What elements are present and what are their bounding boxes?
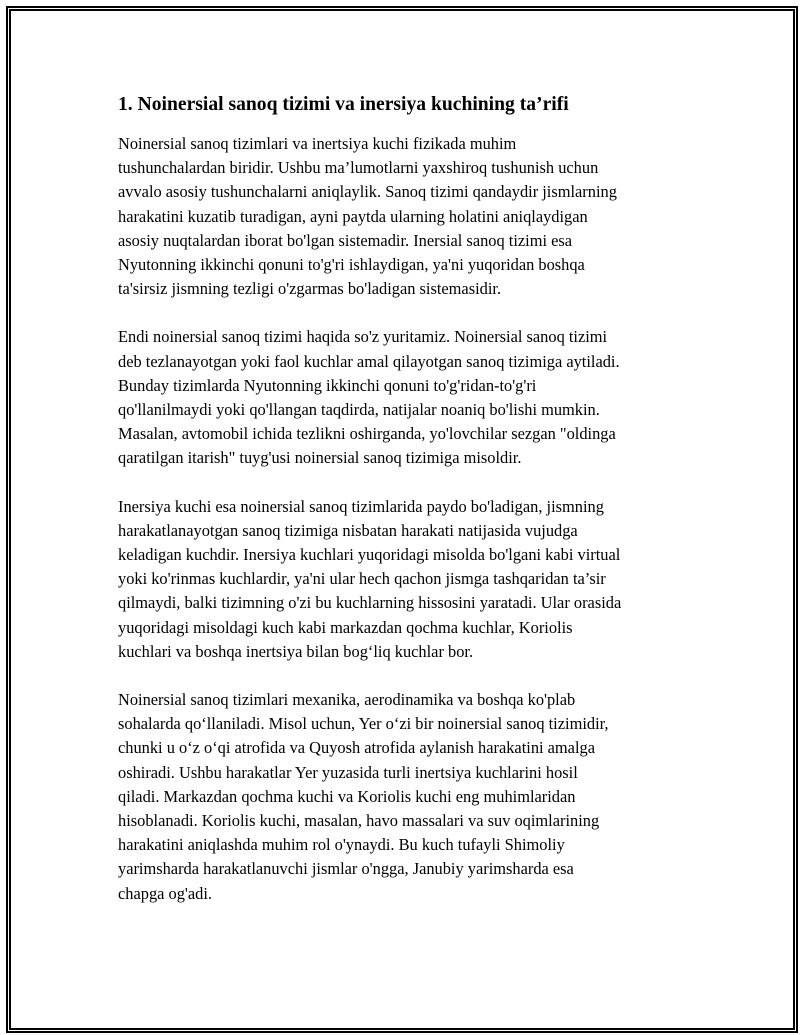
paragraph-line: qo'llanilmaydi yoki qo'llangan taqdirda, natijalar noaniq bo'lishi mumkin. — [118, 400, 600, 420]
paragraph-line: asosiy nuqtalardan iborat bo'lgan sistemadir. Inersial sanoq tizimi esa — [118, 230, 573, 250]
paragraph-line: yarimsharda harakatlanuvchi jismlar o'ngga, Janubiy yarimsharda esa — [118, 859, 574, 879]
section-heading: 1. Noinersial sanoq tizimi va inersiya kuchining ta’rifi — [118, 94, 569, 115]
paragraph-line: harakatlanayotgan sanoq tizimiga nisbatan harakati natijasida vujudga — [118, 520, 578, 540]
paragraph-line: oshiradi. Ushbu harakatlar Yer yuzasida turli inertsiya kuchlarini hosil — [118, 762, 578, 782]
paragraph-line: Bunday tizimlarda Nyutonning ikkinchi qonuni to'g'ridan-to'g'ri — [118, 375, 537, 395]
paragraph-line: keladigan kuchdir. Inersiya kuchlari yuqoridagi misolda bo'lgani kabi virtual — [118, 545, 621, 565]
document-body — [118, 92, 698, 930]
paragraph-line: hisoblanadi. Koriolis kuchi, masalan, havo massalari va suv oqimlarining — [118, 811, 600, 831]
paragraph-line: qiladi. Markazdan qochma kuchi va Koriolis kuchi eng muhimlaridan — [118, 786, 576, 806]
paragraph-1 — [118, 132, 698, 301]
paragraph-line: qaratilgan itarish" tuyg'usi noinersial sanoq tizimiga misoldir. — [118, 448, 522, 468]
paragraph-line: avvalo asosiy tushunchalarni aniqlaylik. Sanoq tizimi qandaydir jismlarning — [118, 182, 617, 202]
paragraph-line: chapga og'adi. — [118, 883, 212, 903]
paragraph-3 — [118, 495, 698, 664]
paragraph-line: chunki u o‘z o‘qi atrofida va Quyosh atrofida aylanish harakatini amalga — [118, 738, 595, 758]
paragraph-line: deb tezlanayotgan yoki faol kuchlar amal qilayotgan sanoq tizimiga aytiladi. — [118, 351, 620, 371]
paragraph-line: Nyutonning ikkinchi qonuni to'g'ri ishlaydigan, ya'ni yuqoridan boshqa — [118, 255, 585, 275]
paragraph-line: qilmaydi, balki tizimning o'zi bu kuchlarning hissosini yaratadi. Ular orasida — [118, 593, 622, 613]
paragraph-4 — [118, 688, 698, 906]
paragraph-line: Inersiya kuchi esa noinersial sanoq tizimlarida paydo bo'ladigan, jismning — [118, 496, 604, 516]
paragraph-line: ta'sirsiz jismning tezligi o'zgarmas bo'ladigan sistemasidir. — [118, 279, 502, 299]
paragraph-line: Noinersial sanoq tizimlari mexanika, aerodinamika va boshqa ko'plab — [118, 690, 576, 710]
paragraph-line: harakatini kuzatib turadigan, ayni paytda ularning holatini aniqlaydigan — [118, 206, 588, 226]
paragraph-line: Endi noinersial sanoq tizimi haqida so'z yuritamiz. Noinersial sanoq tizimi — [118, 327, 608, 347]
paragraph-line: yuqoridagi misoldagi kuch kabi markazdan qochma kuchlar, Koriolis — [118, 617, 573, 637]
paragraph-line: yoki ko'rinmas kuchlardir, ya'ni ular hech qachon jismga tashqaridan ta’sir — [118, 569, 606, 589]
paragraph-2 — [118, 325, 698, 470]
paragraph-line: kuchlari va boshqa inertsiya bilan bog‘liq kuchlar bor. — [118, 641, 474, 661]
paragraph-line: tushunchalardan biridir. Ushbu ma’lumotlarni yaxshiroq tushunish uchun — [118, 158, 599, 178]
paragraph-line: Noinersial sanoq tizimlari va inertsiya kuchi fizikada muhim — [118, 134, 517, 153]
paragraph-line: sohalarda qo‘llaniladi. Misol uchun, Yer o‘zi bir noinersial sanoq tizimidir, — [118, 714, 609, 734]
paragraph-line: Masalan, avtomobil ichida tezlikni oshirganda, yo'lovchilar sezgan "oldinga — [118, 424, 616, 444]
paragraph-line: harakatini aniqlashda muhim rol o'ynaydi. Bu kuch tufayli Shimoliy — [118, 835, 565, 855]
